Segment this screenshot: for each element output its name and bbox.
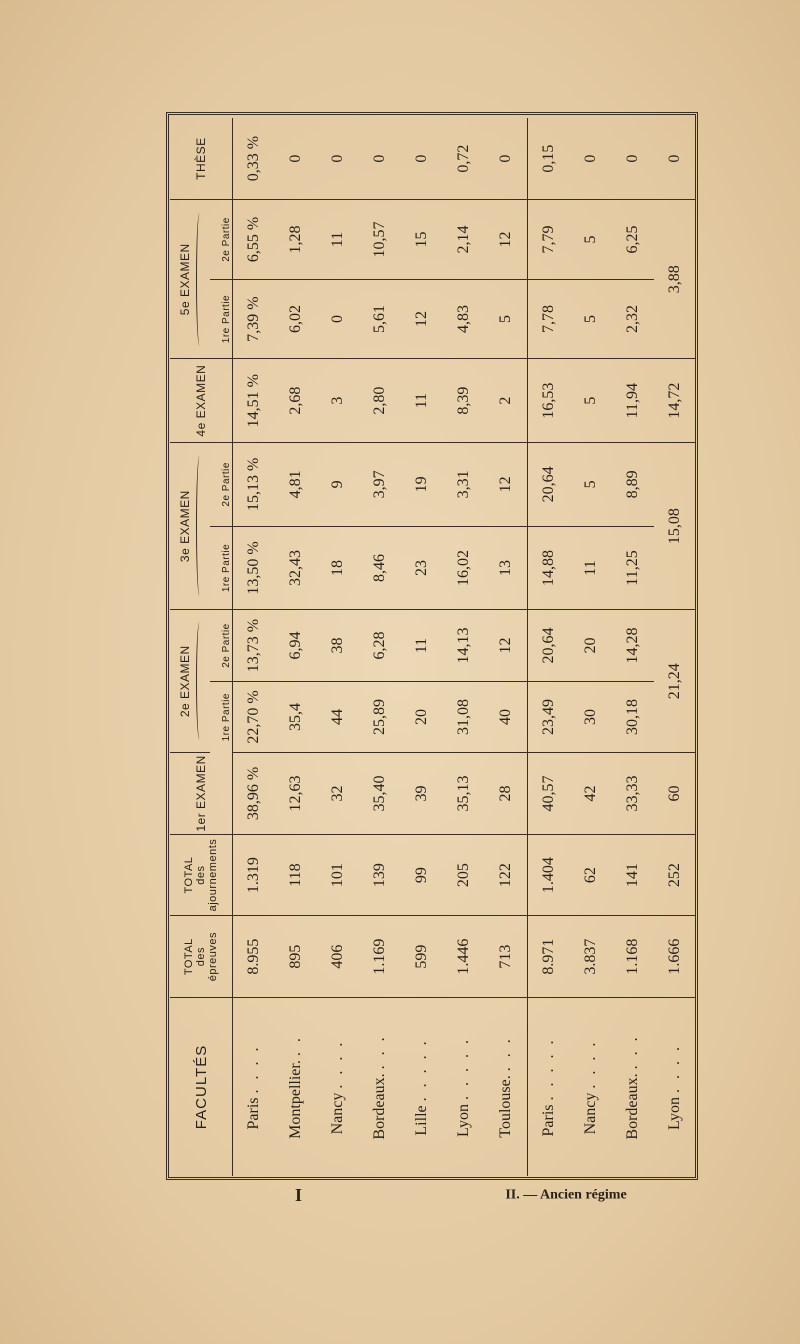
table-row — [570, 118, 612, 1176]
these-cell: 0 — [401, 118, 443, 200]
faculty-cell: Nancy . . . . — [582, 1039, 599, 1135]
epreuves-cell: 895 — [275, 916, 317, 998]
table-row — [401, 118, 443, 1176]
table-row — [275, 118, 317, 1176]
table-row — [359, 118, 401, 1176]
faculty-cell: Lille . . . . . — [413, 1038, 430, 1136]
ex1-cell: 35,40 — [359, 753, 401, 835]
ex3p2-cell: 5 — [570, 442, 612, 526]
ex1-cell: 33,33 — [612, 753, 654, 835]
table-row — [612, 118, 654, 1176]
ex3p1-cell: 32,43 — [275, 526, 317, 610]
ex2p1-cell: 44 — [317, 681, 359, 752]
ajournements-cell: 141 — [612, 834, 654, 916]
ex2p1-cell: 23,49 — [528, 681, 571, 752]
header-facultes: FACULTÉS — [170, 997, 233, 1176]
ex2p2-cell: 11 — [401, 610, 443, 681]
ex2p1-cell: 40 — [485, 681, 528, 752]
these-cell: 0 — [570, 118, 612, 200]
ex3p2-cell: 19 — [401, 442, 443, 526]
ex5p2-cell: 7,79 — [528, 200, 571, 280]
ex5p2-cell: 6,55 % — [233, 200, 276, 280]
ex4-cell: 11,94 — [612, 359, 654, 443]
ajournements-cell: 139 — [359, 834, 401, 916]
table-row — [485, 118, 528, 1176]
ex5p1-cell: 7,39 % — [233, 279, 276, 359]
ex5p1-cell: 4,83 — [443, 279, 485, 359]
ex3p1-cell: 11 — [570, 526, 612, 610]
header-ex5-partie2: 2e Partie — [210, 200, 233, 280]
faculty-cell: Toulouse. . . . — [485, 997, 528, 1176]
ex1-cell: 40,57 — [528, 753, 571, 835]
ajournements-cell: 1.319 — [233, 834, 276, 916]
ajournements-cell: 252 — [654, 834, 696, 916]
faculty-cell: Lyon . . . . . — [455, 1037, 472, 1137]
ex2p2-cell: 20,64 — [528, 610, 571, 681]
epreuves-cell: 1.169 — [359, 916, 401, 998]
these-cell: 0 — [485, 118, 528, 200]
faculty-cell: Bordeaux. . . . — [624, 1034, 641, 1140]
ex4-cell: 3 — [317, 359, 359, 443]
these-cell: 0 — [359, 118, 401, 200]
faculty-cell: Nancy . . . . — [329, 1039, 346, 1135]
ex3p1-cell: 18 — [317, 526, 359, 610]
epreuves-cell: 406 — [317, 916, 359, 998]
ex5p1-cell: 5,61 — [359, 279, 401, 359]
these-cell: 0,72 — [443, 118, 485, 200]
ex3p1-cell: 8,46 — [359, 526, 401, 610]
header-total-ajournements: TOTAL des ajournements — [170, 834, 233, 916]
these-cell: 0 — [612, 118, 654, 200]
ex3p2-cell: 8,89 — [612, 442, 654, 526]
ex2p1-cell: 31,08 — [443, 681, 485, 752]
epreuves-cell: 1.168 — [612, 916, 654, 998]
header-examen-4: 4e EXAMEN — [170, 359, 233, 443]
exam-results-table — [170, 118, 696, 1176]
ex2p1-cell: 25,89 — [359, 681, 401, 752]
ex2p1-cell: 35,4 — [275, 681, 317, 752]
epreuves-cell: 1.446 — [443, 916, 485, 998]
ex4-cell: 11 — [401, 359, 443, 443]
epreuves-cell: 8.971 — [528, 916, 571, 998]
epreuves-cell: 599 — [401, 916, 443, 998]
ex5p2-cell: 5 — [570, 200, 612, 280]
ex1-cell: 35,13 — [443, 753, 485, 835]
section-marker-ii: II. — Ancien régime — [505, 1186, 627, 1202]
ex2p2-cell: 14,28 — [612, 610, 654, 681]
these-cell: 0 — [317, 118, 359, 200]
table-row — [317, 118, 359, 1176]
ex2p2-cell: 12 — [485, 610, 528, 681]
ex1-cell: 32 — [317, 753, 359, 835]
ex5p2-cell: 10,57 — [359, 200, 401, 280]
ajournements-cell: 101 — [317, 834, 359, 916]
ex2p2-cell: 38 — [317, 610, 359, 681]
header-these: THÈSE — [170, 118, 233, 200]
ex1-cell: 39 — [401, 753, 443, 835]
table-row — [654, 118, 696, 1176]
header-ex3-partie1: 1re Partie — [210, 526, 233, 610]
epreuves-cell: 713 — [485, 916, 528, 998]
header-ex2-partie1: 1re Partie — [210, 681, 233, 752]
ex4-cell: 2,68 — [275, 359, 317, 443]
ex2p2-cell: 6,94 — [275, 610, 317, 681]
these-cell: 0 — [654, 118, 696, 200]
rotated-table-stage — [166, 112, 698, 1205]
ex4-cell: 16,53 — [528, 359, 571, 443]
epreuves-cell: 1.666 — [654, 916, 696, 998]
header-ex5-partie1: 1re Partie — [210, 279, 233, 359]
ex3p2-cell: 4,81 — [275, 442, 317, 526]
ex3p2-cell: 12 — [485, 442, 528, 526]
header-examen-5: 5e EXAMEN — [170, 200, 210, 359]
ex5p1-cell: 7,78 — [528, 279, 571, 359]
header-ex3-partie2: 2e Partie — [210, 442, 233, 526]
ex5p1-cell: 5 — [485, 279, 528, 359]
ajournements-cell: 1.404 — [528, 834, 571, 916]
ex3p1-cell: 14,88 — [528, 526, 571, 610]
ex2p2-cell: 13,73 % — [233, 610, 276, 681]
these-cell: 0,15 — [528, 118, 571, 200]
ex1-cell: 38,96 % — [233, 753, 276, 835]
ex3-merged-cell: 15,08 — [654, 442, 696, 609]
ex3p2-cell: 15,13 % — [233, 442, 276, 526]
ex1-cell: 42 — [570, 753, 612, 835]
table-row — [528, 118, 571, 1176]
ex2p2-cell: 20 — [570, 610, 612, 681]
ex4-cell: 8,39 — [443, 359, 485, 443]
ex4-cell: 14,51 % — [233, 359, 276, 443]
ex3p1-cell: 13,50 % — [233, 526, 276, 610]
ex3p2-cell: 3,31 — [443, 442, 485, 526]
ex1-cell: 60 — [654, 753, 696, 835]
faculty-cell: Bordeaux. . . . — [371, 1034, 388, 1140]
ex5p2-cell: 12 — [485, 200, 528, 280]
ex2p1-cell: 20 — [401, 681, 443, 752]
ex5p1-cell: 0 — [317, 279, 359, 359]
ex4-cell: 14,72 — [654, 359, 696, 443]
ex2p2-cell: 14,13 — [443, 610, 485, 681]
faculty-cell: Paris . . . . . — [540, 1037, 557, 1137]
ex5p1-cell: 2,32 — [612, 279, 654, 359]
ex2p1-cell: 22,70 % — [233, 681, 276, 752]
faculty-cell: Lyon . . . . — [666, 1044, 683, 1130]
header-ex2-partie2: 2e Partie — [210, 610, 233, 681]
table-row — [443, 118, 485, 1176]
header-examen-1: 1er EXAMEN — [170, 753, 233, 835]
these-cell: 0,33 % — [233, 118, 276, 200]
ex2p1-cell: 30,18 — [612, 681, 654, 752]
ex2p2-cell: 6,28 — [359, 610, 401, 681]
ex3p1-cell: 23 — [401, 526, 443, 610]
ex5p1-cell: 12 — [401, 279, 443, 359]
epreuves-cell: 8.955 — [233, 916, 276, 998]
ex1-cell: 28 — [485, 753, 528, 835]
ex4-cell: 5 — [570, 359, 612, 443]
ajournements-cell: 62 — [570, 834, 612, 916]
section-marker-i: I — [294, 1184, 302, 1205]
ex1-cell: 12,63 — [275, 753, 317, 835]
table-row — [233, 118, 276, 1176]
ex5p1-cell: 6,02 — [275, 279, 317, 359]
header-total-epreuves: TOTAL des épreuves — [170, 916, 233, 998]
ex2p1-cell: 30 — [570, 681, 612, 752]
ex5-merged-cell: 3,88 — [654, 200, 696, 359]
ex5p1-cell: 5 — [570, 279, 612, 359]
ex5p2-cell: 11 — [317, 200, 359, 280]
faculty-cell: Montpellier. . . — [287, 1035, 304, 1139]
ex5p2-cell: 2,14 — [443, 200, 485, 280]
these-cell: 0 — [275, 118, 317, 200]
ex2-merged-cell: 21,24 — [654, 610, 696, 753]
ex3p1-cell: 16,02 — [443, 526, 485, 610]
ex3p1-cell: 11,25 — [612, 526, 654, 610]
ex4-cell: 2 — [485, 359, 528, 443]
faculty-cell: Paris . . . . — [245, 1044, 262, 1130]
ex5p2-cell: 15 — [401, 200, 443, 280]
ajournements-cell: 99 — [401, 834, 443, 916]
ex3p2-cell: 9 — [317, 442, 359, 526]
ajournements-cell: 122 — [485, 834, 528, 916]
ex3p1-cell: 13 — [485, 526, 528, 610]
ex3p2-cell: 3,97 — [359, 442, 401, 526]
header-examen-2: 2e EXAMEN — [170, 610, 210, 753]
ex5p2-cell: 6,25 — [612, 200, 654, 280]
ex3p2-cell: 20,64 — [528, 442, 571, 526]
ex5p2-cell: 1,28 — [275, 200, 317, 280]
epreuves-cell: 3.837 — [570, 916, 612, 998]
ajournements-cell: 118 — [275, 834, 317, 916]
ajournements-cell: 205 — [443, 834, 485, 916]
ex4-cell: 2,80 — [359, 359, 401, 443]
header-examen-3: 3e EXAMEN — [170, 442, 210, 609]
